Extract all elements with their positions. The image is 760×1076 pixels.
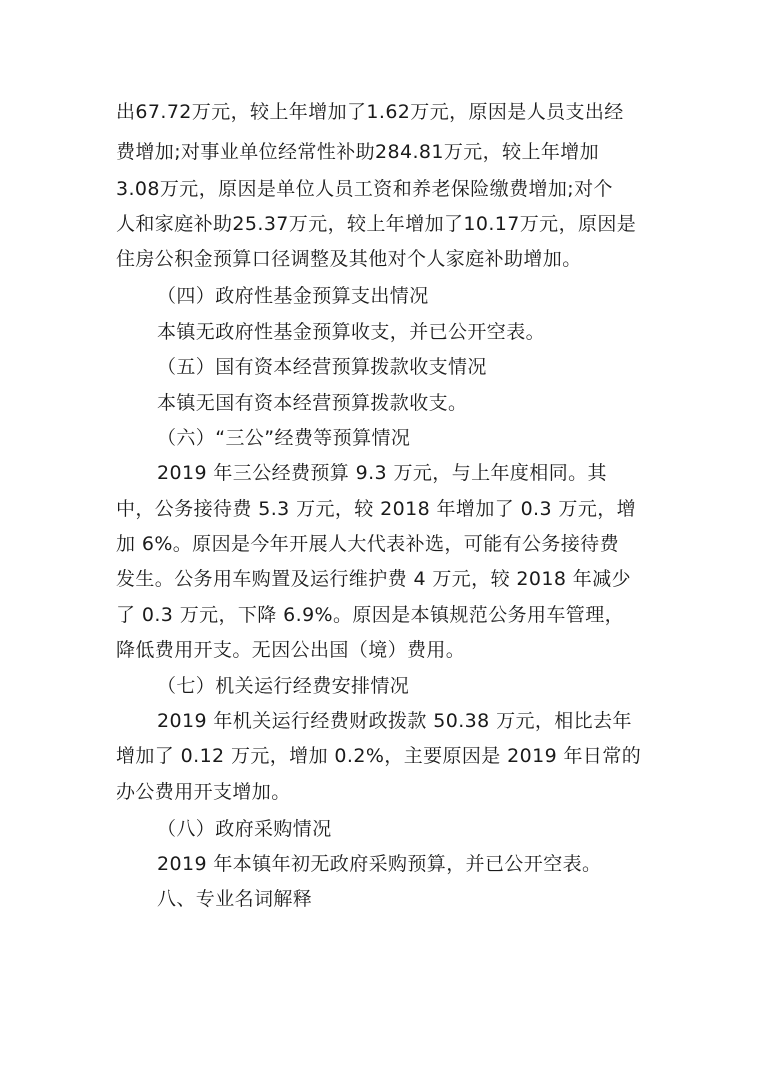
section-heading-8: （八）政府采购情况 — [157, 818, 332, 840]
section-heading-7: （七）机关运行经费安排情况 — [157, 675, 410, 697]
paragraph-line: 增加了 0.12 万元，增加 0.2%，主要原因是 2019 年日常的 — [116, 745, 642, 767]
section-heading-6: （六）“三公”经费等预算情况 — [157, 427, 411, 449]
paragraph-line: 本镇无政府性基金预算收支，并已公开空表。 — [157, 321, 546, 343]
paragraph-line: 发生。公务用车购置及运行维护费 4 万元，较 2018 年减少 — [116, 568, 632, 590]
paragraph-line: 办公费用开支增加。 — [116, 781, 291, 803]
paragraph-line: 2019 年机关运行经费财政拨款 50.38 万元，相比去年 — [157, 710, 632, 732]
paragraph-line: 3.08万元，原因是单位人员工资和养老保险缴费增加;对个 — [116, 178, 613, 200]
paragraph-line: 本镇无国有资本经营预算拨款收支。 — [157, 392, 468, 414]
paragraph-line: 2019 年本镇年初无政府采购预算，并已公开空表。 — [157, 853, 602, 875]
paragraph-line: 住房公积金预算口径调整及其他对个人家庭补助增加。 — [116, 248, 582, 270]
paragraph-line: 2019 年三公经费预算 9.3 万元，与上年度相同。其 — [157, 462, 607, 484]
section-heading-5: （五）国有资本经营预算拨款收支情况 — [157, 356, 487, 378]
paragraph-line: 了 0.3 万元，下降 6.9%。原因是本镇规范公务用车管理， — [116, 604, 625, 626]
section-heading-terms: 八、专业名词解释 — [157, 888, 313, 910]
paragraph-line: 中，公务接待费 5.3 万元，较 2018 年增加了 0.3 万元，增 — [116, 498, 637, 520]
paragraph-line: 出67.72万元，较上年增加了1.62万元，原因是人员支出经 — [116, 101, 624, 123]
paragraph-line: 人和家庭补助25.37万元，较上年增加了10.17万元，原因是 — [116, 213, 637, 235]
section-heading-4: （四）政府性基金预算支出情况 — [157, 285, 429, 307]
paragraph-line: 费增加;对事业单位经常性补助284.81万元，较上年增加 — [116, 141, 600, 163]
paragraph-line: 降低费用开支。无因公出国（境）费用。 — [116, 639, 466, 661]
paragraph-line: 加 6%。原因是今年开展人大代表补选，可能有公务接待费 — [116, 533, 619, 555]
